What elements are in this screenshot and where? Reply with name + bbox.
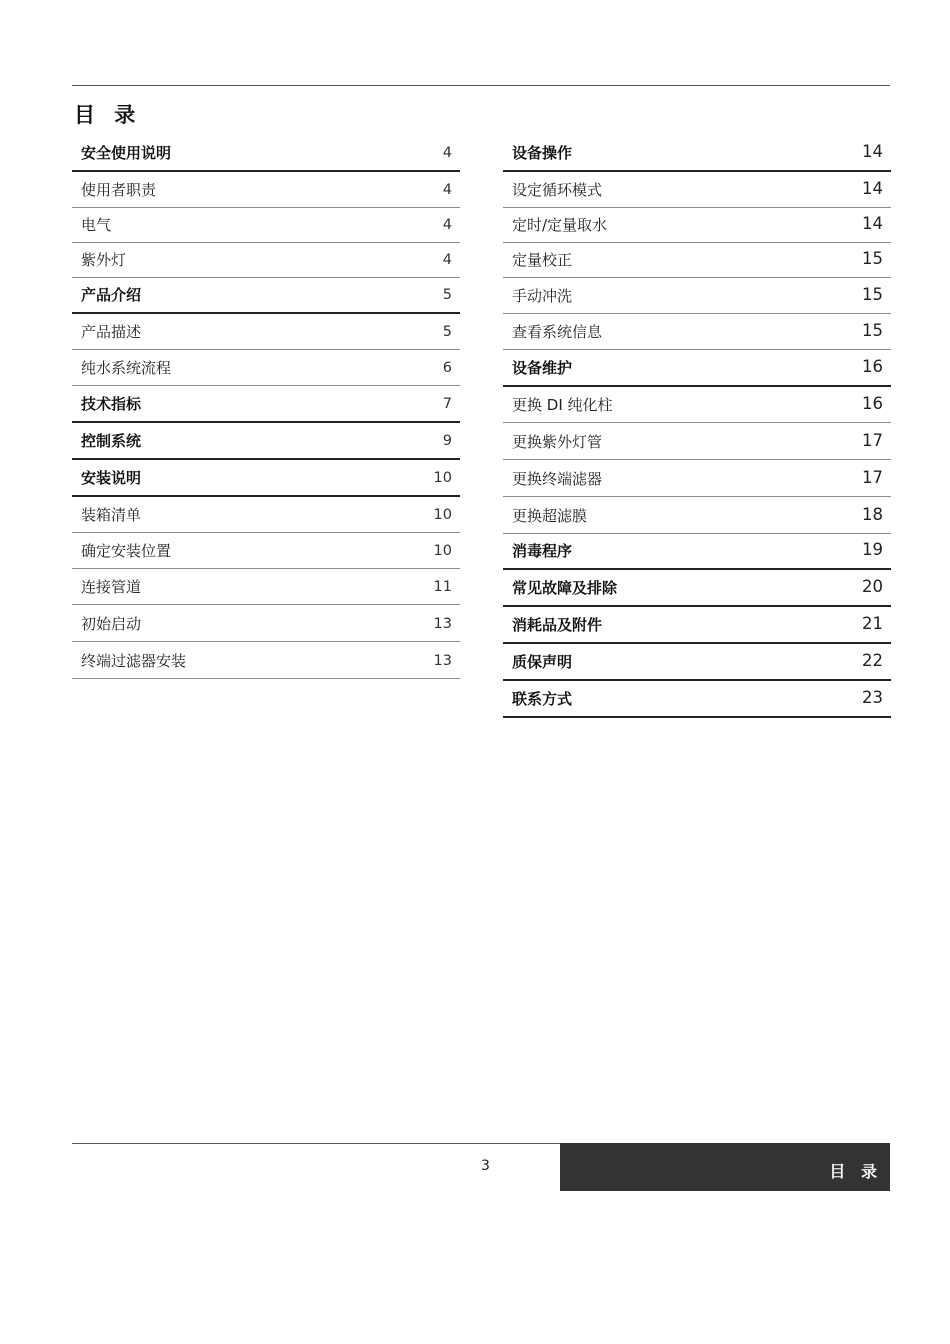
toc-entry-page: 4 (442, 217, 452, 233)
toc-section-row (72, 423, 460, 460)
toc-entry-row (503, 172, 891, 208)
toc-entry-label: 更换超滤膜 (512, 507, 588, 525)
toc-entry-page: 10 (433, 507, 452, 523)
top-rule (72, 85, 890, 86)
toc-entry-label: 紫外灯 (81, 251, 127, 269)
toc-entry-label: 电气 (81, 216, 112, 234)
toc-entry-row (503, 497, 891, 534)
toc-entry-label: 设定循环模式 (512, 181, 603, 199)
toc-section-row (503, 534, 891, 570)
footer-section-band (560, 1143, 890, 1191)
toc-entry-label: 设备操作 (512, 144, 573, 162)
toc-entry-label: 更换终端滤器 (512, 470, 603, 488)
toc-entry-label: 技术指标 (81, 395, 142, 413)
footer-section-label: 目 录 (829, 1162, 882, 1181)
toc-entry-label: 终端过滤器安装 (81, 652, 187, 670)
toc-entry-page: 14 (862, 179, 883, 198)
toc-entry-page: 4 (442, 182, 452, 198)
toc-entry-page: 14 (862, 142, 883, 161)
toc-entry-page: 17 (862, 468, 883, 487)
toc-entry-label: 控制系统 (81, 432, 142, 450)
toc-entry-label: 连接管道 (81, 578, 142, 596)
toc-entry-row (503, 243, 891, 278)
toc-section-row (503, 607, 891, 644)
toc-entry-label: 更换紫外灯管 (512, 433, 603, 451)
toc-entry-row (503, 423, 891, 460)
toc-entry-page: 16 (862, 394, 883, 413)
toc-entry-label: 纯水系统流程 (81, 359, 172, 377)
toc-entry-page: 14 (862, 214, 883, 233)
toc-entry-row (72, 350, 460, 386)
toc-entry-label: 定量校正 (512, 251, 573, 269)
toc-entry-label: 确定安装位置 (81, 542, 172, 560)
toc-entry-row (503, 208, 891, 243)
toc-entry-row (72, 497, 460, 533)
toc-section-row (72, 460, 460, 497)
toc-entry-label: 更换 DI 纯化柱 (512, 396, 613, 414)
toc-entry-page: 15 (862, 321, 883, 340)
toc-entry-label: 使用者职责 (81, 181, 157, 199)
toc-entry-label: 消毒程序 (512, 542, 573, 560)
page-title: 目 录 (74, 103, 142, 127)
toc-entry-page: 11 (433, 579, 452, 595)
toc-entry-row (72, 569, 460, 605)
toc-entry-label: 安全使用说明 (81, 144, 172, 162)
toc-section-row (72, 386, 460, 423)
toc-entry-label: 常见故障及排除 (512, 579, 618, 597)
toc-entry-row (503, 460, 891, 497)
toc-section-row (503, 644, 891, 681)
toc-entry-label: 装箱清单 (81, 506, 142, 524)
toc-entry-label: 手动冲洗 (512, 287, 573, 305)
toc-section-row (503, 132, 891, 172)
toc-entry-page: 6 (442, 360, 452, 376)
toc-section-row (503, 681, 891, 718)
toc-entry-label: 定时/定量取水 (512, 216, 608, 234)
toc-entry-row (72, 172, 460, 208)
toc-entry-page: 7 (442, 396, 452, 412)
toc-entry-row (72, 642, 460, 679)
footer-page-number: 3 (481, 1158, 490, 1174)
toc-entry-page: 5 (442, 324, 452, 340)
toc-entry-page: 10 (433, 470, 452, 486)
toc-entry-page: 20 (862, 577, 883, 596)
toc-entry-page: 15 (862, 285, 883, 304)
toc-entry-page: 5 (442, 287, 452, 303)
toc-section-row (72, 132, 460, 172)
toc-entry-label: 设备维护 (512, 359, 573, 377)
toc-entry-label: 产品介绍 (81, 286, 142, 304)
toc-entry-page: 18 (862, 505, 883, 524)
toc-entry-page: 4 (442, 145, 452, 161)
toc-entry-row (503, 278, 891, 314)
toc-left-column (72, 132, 460, 679)
toc-entry-label: 初始启动 (81, 615, 142, 633)
toc-entry-row (72, 605, 460, 642)
toc-entry-page: 21 (862, 614, 883, 633)
toc-entry-label: 消耗品及附件 (512, 616, 603, 634)
toc-entry-label: 联系方式 (512, 690, 573, 708)
toc-entry-label: 查看系统信息 (512, 323, 603, 341)
toc-entry-label: 产品描述 (81, 323, 142, 341)
toc-entry-page: 15 (862, 249, 883, 268)
toc-entry-page: 19 (862, 540, 883, 559)
toc-entry-page: 13 (433, 653, 452, 669)
toc-entry-row (72, 208, 460, 243)
footer-rule (72, 1143, 560, 1144)
toc-entry-row (72, 314, 460, 350)
toc-entry-page: 23 (862, 688, 883, 707)
toc-entry-row (503, 387, 891, 423)
toc-entry-page: 10 (433, 543, 452, 559)
toc-entry-page: 17 (862, 431, 883, 450)
toc-section-row (503, 570, 891, 607)
toc-entry-label: 安装说明 (81, 469, 142, 487)
toc-right-column (503, 132, 891, 718)
toc-entry-page: 9 (442, 433, 452, 449)
toc-entry-label: 质保声明 (512, 653, 573, 671)
toc-section-row (503, 350, 891, 387)
toc-entry-page: 4 (442, 252, 452, 268)
toc-entry-page: 16 (862, 357, 883, 376)
toc-section-row (72, 278, 460, 314)
toc-entry-page: 22 (862, 651, 883, 670)
toc-entry-row (503, 314, 891, 350)
toc-entry-page: 13 (433, 616, 452, 632)
toc-entry-row (72, 533, 460, 569)
toc-entry-row (72, 243, 460, 278)
